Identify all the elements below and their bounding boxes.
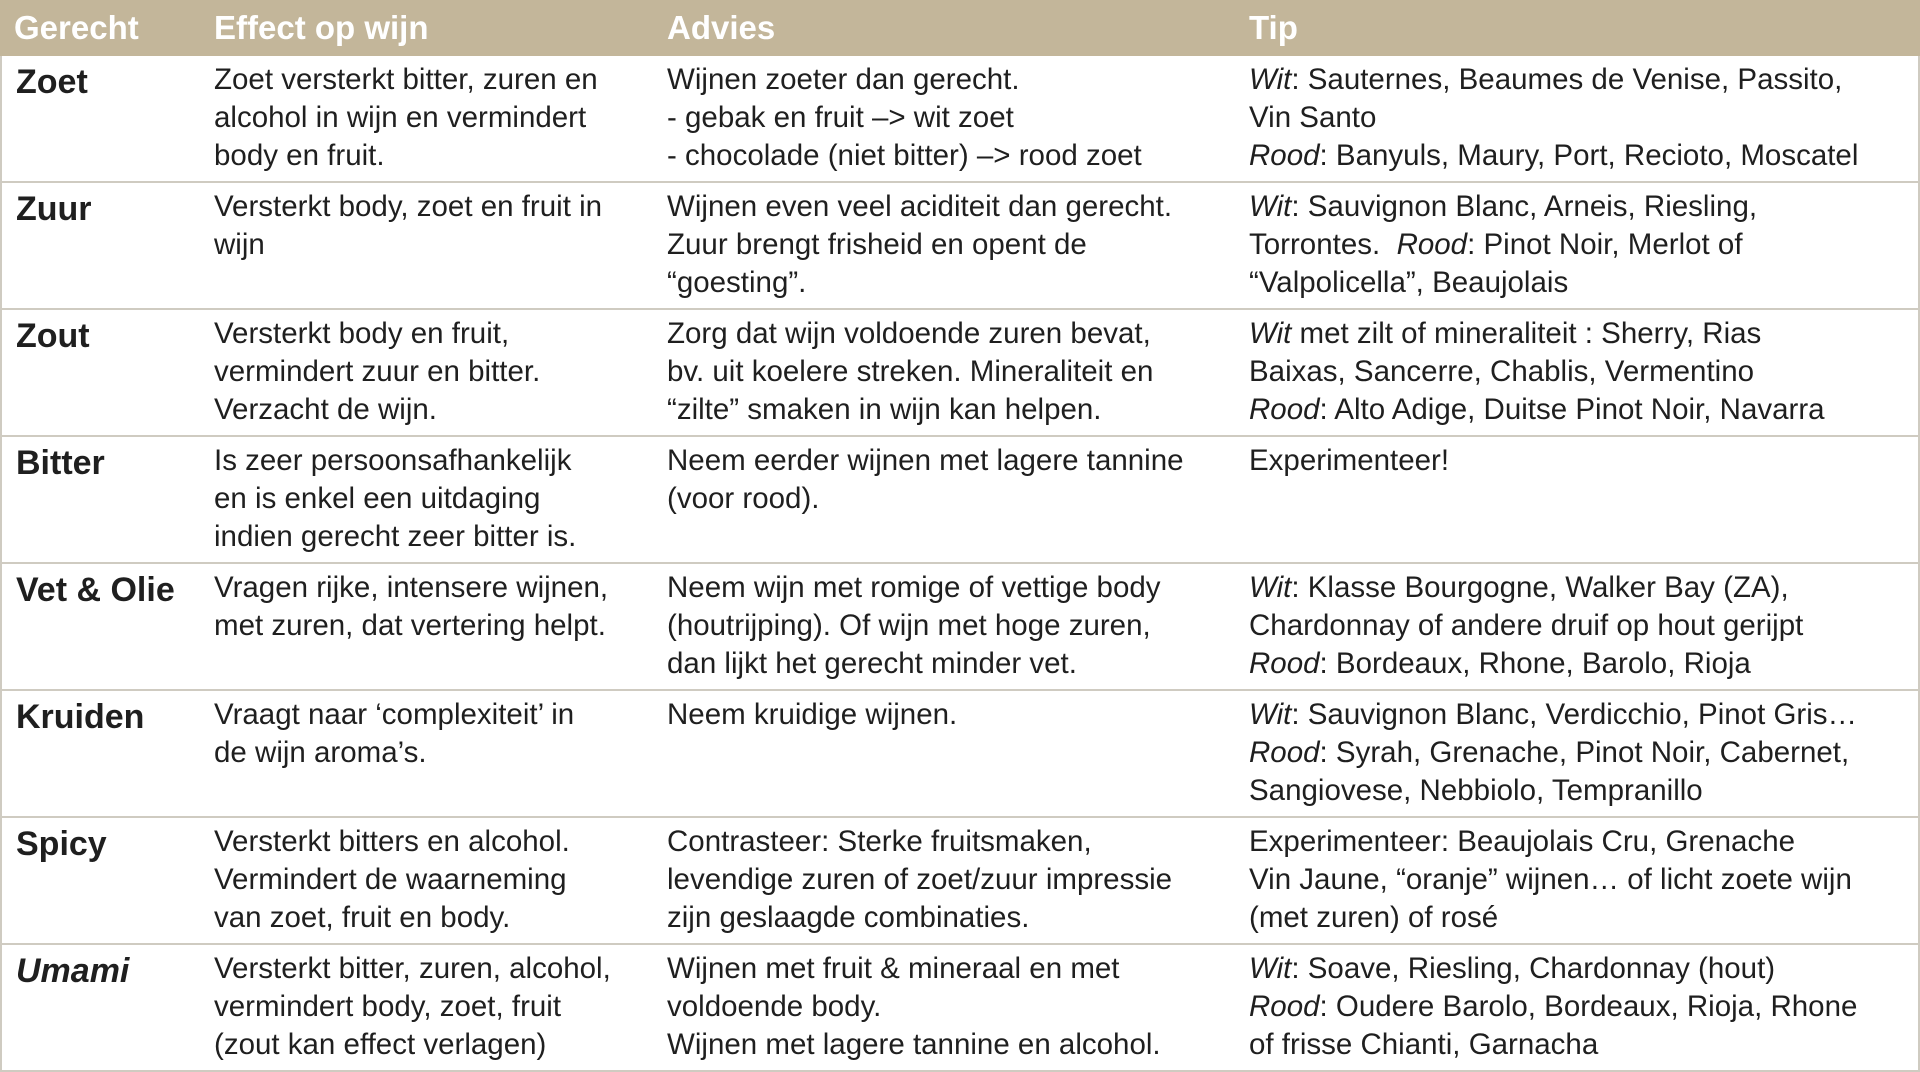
tip-text: “Valpolicella”, Beaujolais xyxy=(1249,266,1569,299)
advice-cell xyxy=(653,691,1235,818)
effect-line: (zout kan effect verlagen) xyxy=(214,1028,547,1061)
dish-cell: Spicy xyxy=(0,818,200,945)
advice-cell xyxy=(653,945,1235,1072)
advice-cell xyxy=(653,437,1235,564)
advice-line: Zuur brengt frisheid en opent de xyxy=(667,228,1087,261)
tip-line xyxy=(1249,645,1918,683)
tip-line xyxy=(1249,264,1918,302)
tip-line xyxy=(1249,772,1918,810)
tip-line xyxy=(1249,950,1918,988)
effect-line: body en fruit. xyxy=(214,139,385,172)
tip-text: of frisse Chianti, Garnacha xyxy=(1249,1028,1599,1061)
tip-line xyxy=(1249,353,1918,391)
tip-line xyxy=(1249,607,1918,645)
tip-text: Vin Santo xyxy=(1249,101,1377,134)
tip-text: Baixas, Sancerre, Chablis, Vermentino xyxy=(1249,355,1755,388)
tip-text: : Sauvignon Blanc, Arneis, Riesling, xyxy=(1291,190,1758,223)
advice-line: Wijnen met lagere tannine en alcohol. xyxy=(667,1028,1161,1061)
advice-line: - chocolade (niet bitter) –> rood zoet xyxy=(667,139,1142,172)
tip-cell xyxy=(1235,183,1920,310)
tip-cell xyxy=(1235,564,1920,691)
tip-line xyxy=(1249,442,1918,480)
tip-text: : Syrah, Grenache, Pinot Noir, Cabernet, xyxy=(1319,736,1850,769)
advice-cell xyxy=(653,183,1235,310)
tip-line xyxy=(1249,734,1918,772)
wine-color-label: Wit xyxy=(1249,571,1292,604)
header-effect-op-wijn: Effect op wijn xyxy=(200,0,653,56)
effect-line: Vermindert de waarneming xyxy=(214,863,567,896)
advice-line: Wijnen zoeter dan gerecht. xyxy=(667,63,1020,96)
tip-text: Sangiovese, Nebbiolo, Tempranillo xyxy=(1249,774,1703,807)
tip-line xyxy=(1249,99,1918,137)
wine-color-label: Rood xyxy=(1249,736,1320,769)
advice-line: Contrasteer: Sterke fruitsmaken, xyxy=(667,825,1092,858)
effect-cell xyxy=(200,437,653,564)
tip-text: : Bordeaux, Rhone, Barolo, Rioja xyxy=(1319,647,1751,680)
tip-text: Experimenteer! xyxy=(1249,444,1450,477)
tip-cell xyxy=(1235,310,1920,437)
tip-line xyxy=(1249,315,1918,353)
effect-line: Vragen rijke, intensere wijnen, xyxy=(214,571,609,604)
advice-line: Neem wijn met romige of vettige body xyxy=(667,571,1161,604)
tip-text: : Banyuls, Maury, Port, Recioto, Moscatel xyxy=(1319,139,1859,172)
wine-color-label: Wit xyxy=(1249,63,1292,96)
tip-line xyxy=(1249,696,1918,734)
effect-line: Versterkt bitters en alcohol. xyxy=(214,825,570,858)
dish-cell: Bitter xyxy=(0,437,200,564)
tip-text: : Sauvignon Blanc, Verdicchio, Pinot Gris… xyxy=(1291,698,1858,731)
advice-line: Wijnen met fruit & mineraal en met xyxy=(667,952,1120,985)
tip-line xyxy=(1249,988,1918,1026)
advice-line: dan lijkt het gerecht minder vet. xyxy=(667,647,1077,680)
effect-cell xyxy=(200,183,653,310)
dish-cell: Zuur xyxy=(0,183,200,310)
advice-line: levendige zuren of zoet/zuur impressie xyxy=(667,863,1173,896)
effect-line: vermindert body, zoet, fruit xyxy=(214,990,562,1023)
tip-text: : Oudere Barolo, Bordeaux, Rioja, Rhone xyxy=(1319,990,1858,1023)
tip-cell xyxy=(1235,945,1920,1072)
advice-cell xyxy=(653,564,1235,691)
tip-text: (met zuren) of rosé xyxy=(1249,901,1499,934)
advice-line: Neem eerder wijnen met lagere tannine xyxy=(667,444,1184,477)
effect-line: Is zeer persoonsafhankelijk xyxy=(214,444,572,477)
effect-line: Verzacht de wijn. xyxy=(214,393,438,426)
wine-color-label: Wit xyxy=(1249,190,1292,223)
tip-text: : Soave, Riesling, Chardonnay (hout) xyxy=(1291,952,1776,985)
header-tip: Tip xyxy=(1235,0,1920,56)
tip-cell xyxy=(1235,818,1920,945)
effect-line: alcohol in wijn en vermindert xyxy=(214,101,587,134)
tip-text: : Pinot Noir, Merlot of xyxy=(1467,228,1743,261)
effect-cell xyxy=(200,310,653,437)
wine-color-label: Rood xyxy=(1249,647,1320,680)
tip-text: Experimenteer: Beaujolais Cru, Grenache xyxy=(1249,825,1796,858)
effect-line: Versterkt body en fruit, xyxy=(214,317,510,350)
effect-line: Zoet versterkt bitter, zuren en xyxy=(214,63,598,96)
tip-line xyxy=(1249,569,1918,607)
dish-cell: Umami xyxy=(0,945,200,1072)
tip-text: met zilt of mineraliteit : Sherry, Rias xyxy=(1291,317,1762,350)
header-advies: Advies xyxy=(653,0,1235,56)
advice-line: (voor rood). xyxy=(667,482,820,515)
wine-color-label: Wit xyxy=(1249,317,1292,350)
effect-line: met zuren, dat vertering helpt. xyxy=(214,609,606,642)
effect-line: Versterkt body, zoet en fruit in xyxy=(214,190,603,223)
header-gerecht: Gerecht xyxy=(0,0,200,56)
effect-line: en is enkel een uitdaging xyxy=(214,482,541,515)
advice-line: Zorg dat wijn voldoende zuren bevat, xyxy=(667,317,1151,350)
tip-line xyxy=(1249,137,1918,175)
wine-color-label: Rood xyxy=(1249,393,1320,426)
advice-cell xyxy=(653,818,1235,945)
tip-text: : Alto Adige, Duitse Pinot Noir, Navarra xyxy=(1319,393,1825,426)
tip-text: Vin Jaune, “oranje” wijnen… of licht zoete wijn xyxy=(1249,863,1852,896)
tip-line xyxy=(1249,188,1918,226)
advice-line: “zilte” smaken in wijn kan helpen. xyxy=(667,393,1102,426)
tip-line xyxy=(1249,1026,1918,1064)
advice-line: zijn geslaagde combinaties. xyxy=(667,901,1030,934)
wine-color-label: Rood xyxy=(1249,139,1320,172)
effect-cell xyxy=(200,691,653,818)
advice-line: “goesting”. xyxy=(667,266,807,299)
wine-color-label: Wit xyxy=(1249,952,1292,985)
dish-cell: Kruiden xyxy=(0,691,200,818)
tip-line xyxy=(1249,899,1918,937)
advice-line: bv. uit koelere streken. Mineraliteit en xyxy=(667,355,1154,388)
tip-line xyxy=(1249,226,1918,264)
dish-cell: Vet & Olie xyxy=(0,564,200,691)
tip-line xyxy=(1249,61,1918,99)
effect-cell xyxy=(200,564,653,691)
effect-cell xyxy=(200,945,653,1072)
tip-cell xyxy=(1235,56,1920,183)
effect-line: Versterkt bitter, zuren, alcohol, xyxy=(214,952,611,985)
tip-cell xyxy=(1235,691,1920,818)
tip-line xyxy=(1249,861,1918,899)
advice-line: (houtrijping). Of wijn met hoge zuren, xyxy=(667,609,1151,642)
tip-text: Torrontes. xyxy=(1249,228,1397,261)
wine-color-label: Rood xyxy=(1396,228,1468,261)
advice-line: Wijnen even veel aciditeit dan gerecht. xyxy=(667,190,1173,223)
advice-line: - gebak en fruit –> wit zoet xyxy=(667,101,1014,134)
effect-line: de wijn aroma’s. xyxy=(214,736,427,769)
dish-cell: Zout xyxy=(0,310,200,437)
effect-line: indien gerecht zeer bitter is. xyxy=(214,520,577,553)
effect-line: vermindert zuur en bitter. xyxy=(214,355,541,388)
advice-cell xyxy=(653,310,1235,437)
effect-line: van zoet, fruit en body. xyxy=(214,901,511,934)
wine-color-label: Wit xyxy=(1249,698,1292,731)
tip-cell xyxy=(1235,437,1920,564)
dish-cell: Zoet xyxy=(0,56,200,183)
tip-text: : Klasse Bourgogne, Walker Bay (ZA), xyxy=(1291,571,1789,604)
effect-line: wijn xyxy=(214,228,265,261)
advice-line: Neem kruidige wijnen. xyxy=(667,698,958,731)
wine-color-label: Rood xyxy=(1249,990,1320,1023)
advice-line: voldoende body. xyxy=(667,990,882,1023)
tip-line xyxy=(1249,391,1918,429)
effect-line: Vraagt naar ‘complexiteit’ in xyxy=(214,698,575,731)
tip-text: : Sauternes, Beaumes de Venise, Passito, xyxy=(1291,63,1843,96)
effect-cell xyxy=(200,818,653,945)
advice-cell xyxy=(653,56,1235,183)
effect-cell xyxy=(200,56,653,183)
tip-text: Chardonnay of andere druif op hout gerijpt xyxy=(1249,609,1804,642)
tip-line xyxy=(1249,823,1918,861)
